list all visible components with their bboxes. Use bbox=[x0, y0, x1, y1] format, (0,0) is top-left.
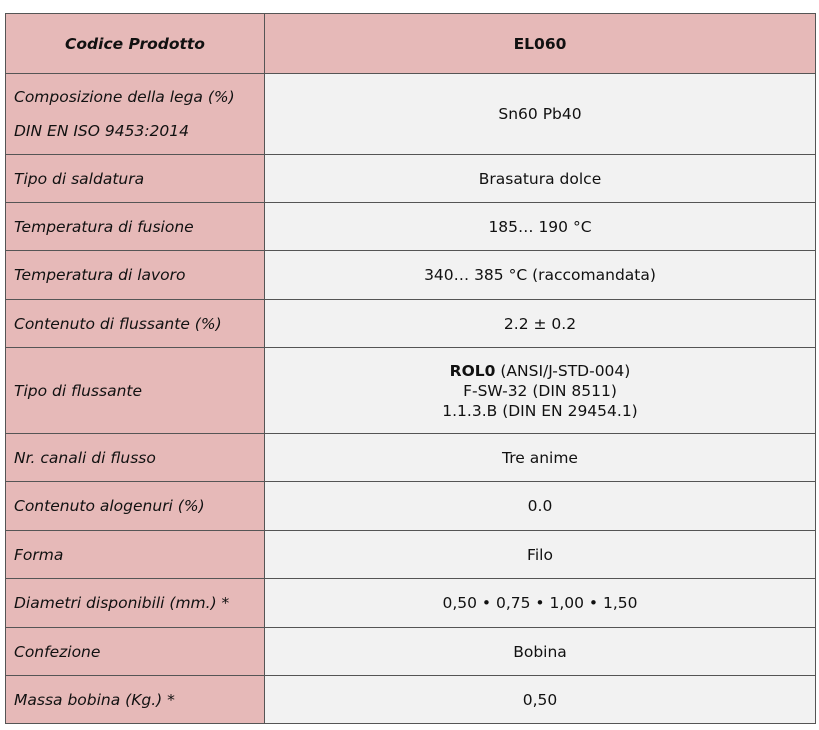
row-value: Sn60 Pb40 bbox=[265, 74, 816, 155]
table-row-alloy-composition bbox=[6, 74, 816, 155]
row-label: Massa bobina (Kg.) * bbox=[6, 676, 265, 724]
row-value: 0.0 bbox=[265, 482, 816, 531]
row-label bbox=[6, 74, 265, 155]
row-value: 0,50 bbox=[265, 676, 816, 724]
table-row-flux-channels bbox=[6, 434, 816, 482]
row-label: Confezione bbox=[6, 628, 265, 676]
row-value: 0,50 • 0,75 • 1,00 • 1,50 bbox=[265, 579, 816, 628]
row-value: 185… 190 °C bbox=[265, 203, 816, 251]
flux-standard-line: F-SW-32 (DIN 8511) bbox=[463, 381, 617, 400]
product-spec-table bbox=[5, 13, 816, 724]
table-row-working-temperature bbox=[6, 251, 816, 300]
table-row-melting-temperature bbox=[6, 203, 816, 251]
row-label: Forma bbox=[6, 531, 265, 579]
row-label-line: DIN EN ISO 9453:2014 bbox=[14, 122, 189, 140]
row-label: Temperatura di lavoro bbox=[6, 251, 265, 300]
table-row-halide-content bbox=[6, 482, 816, 531]
flux-standard-text: (ANSI/J-STD-004) bbox=[495, 361, 631, 380]
table-row-solder-type bbox=[6, 155, 816, 203]
table-row-form bbox=[6, 531, 816, 579]
row-value: Brasatura dolce bbox=[265, 155, 816, 203]
row-value bbox=[265, 348, 816, 434]
table-row-spool-mass bbox=[6, 676, 816, 724]
row-label: Temperatura di fusione bbox=[6, 203, 265, 251]
flux-standard-line: 1.1.3.B (DIN EN 29454.1) bbox=[442, 401, 638, 420]
product-code-value: EL060 bbox=[265, 14, 816, 74]
table-row-flux-content bbox=[6, 300, 816, 348]
flux-standard-line bbox=[273, 361, 807, 381]
row-label: Diametri disponibili (mm.) * bbox=[6, 579, 265, 628]
row-value: Filo bbox=[265, 531, 816, 579]
row-value: 340… 385 °C (raccomandata) bbox=[265, 251, 816, 300]
row-label-line: Composizione della lega (%) bbox=[14, 88, 235, 106]
row-label: Tipo di flussante bbox=[6, 348, 265, 434]
row-label: Contenuto di flussante (%) bbox=[6, 300, 265, 348]
row-label: Nr. canali di flusso bbox=[6, 434, 265, 482]
row-label: Tipo di saldatura bbox=[6, 155, 265, 203]
table-row-available-diameters bbox=[6, 579, 816, 628]
table-row-flux-type bbox=[6, 348, 816, 434]
product-code-label: Codice Prodotto bbox=[6, 14, 265, 74]
row-label: Contenuto alogenuri (%) bbox=[6, 482, 265, 531]
table-row-packaging bbox=[6, 628, 816, 676]
row-value: Bobina bbox=[265, 628, 816, 676]
flux-class-code: ROL0 bbox=[449, 361, 496, 380]
header-row bbox=[6, 14, 816, 74]
row-value: Tre anime bbox=[265, 434, 816, 482]
row-value: 2.2 ± 0.2 bbox=[265, 300, 816, 348]
